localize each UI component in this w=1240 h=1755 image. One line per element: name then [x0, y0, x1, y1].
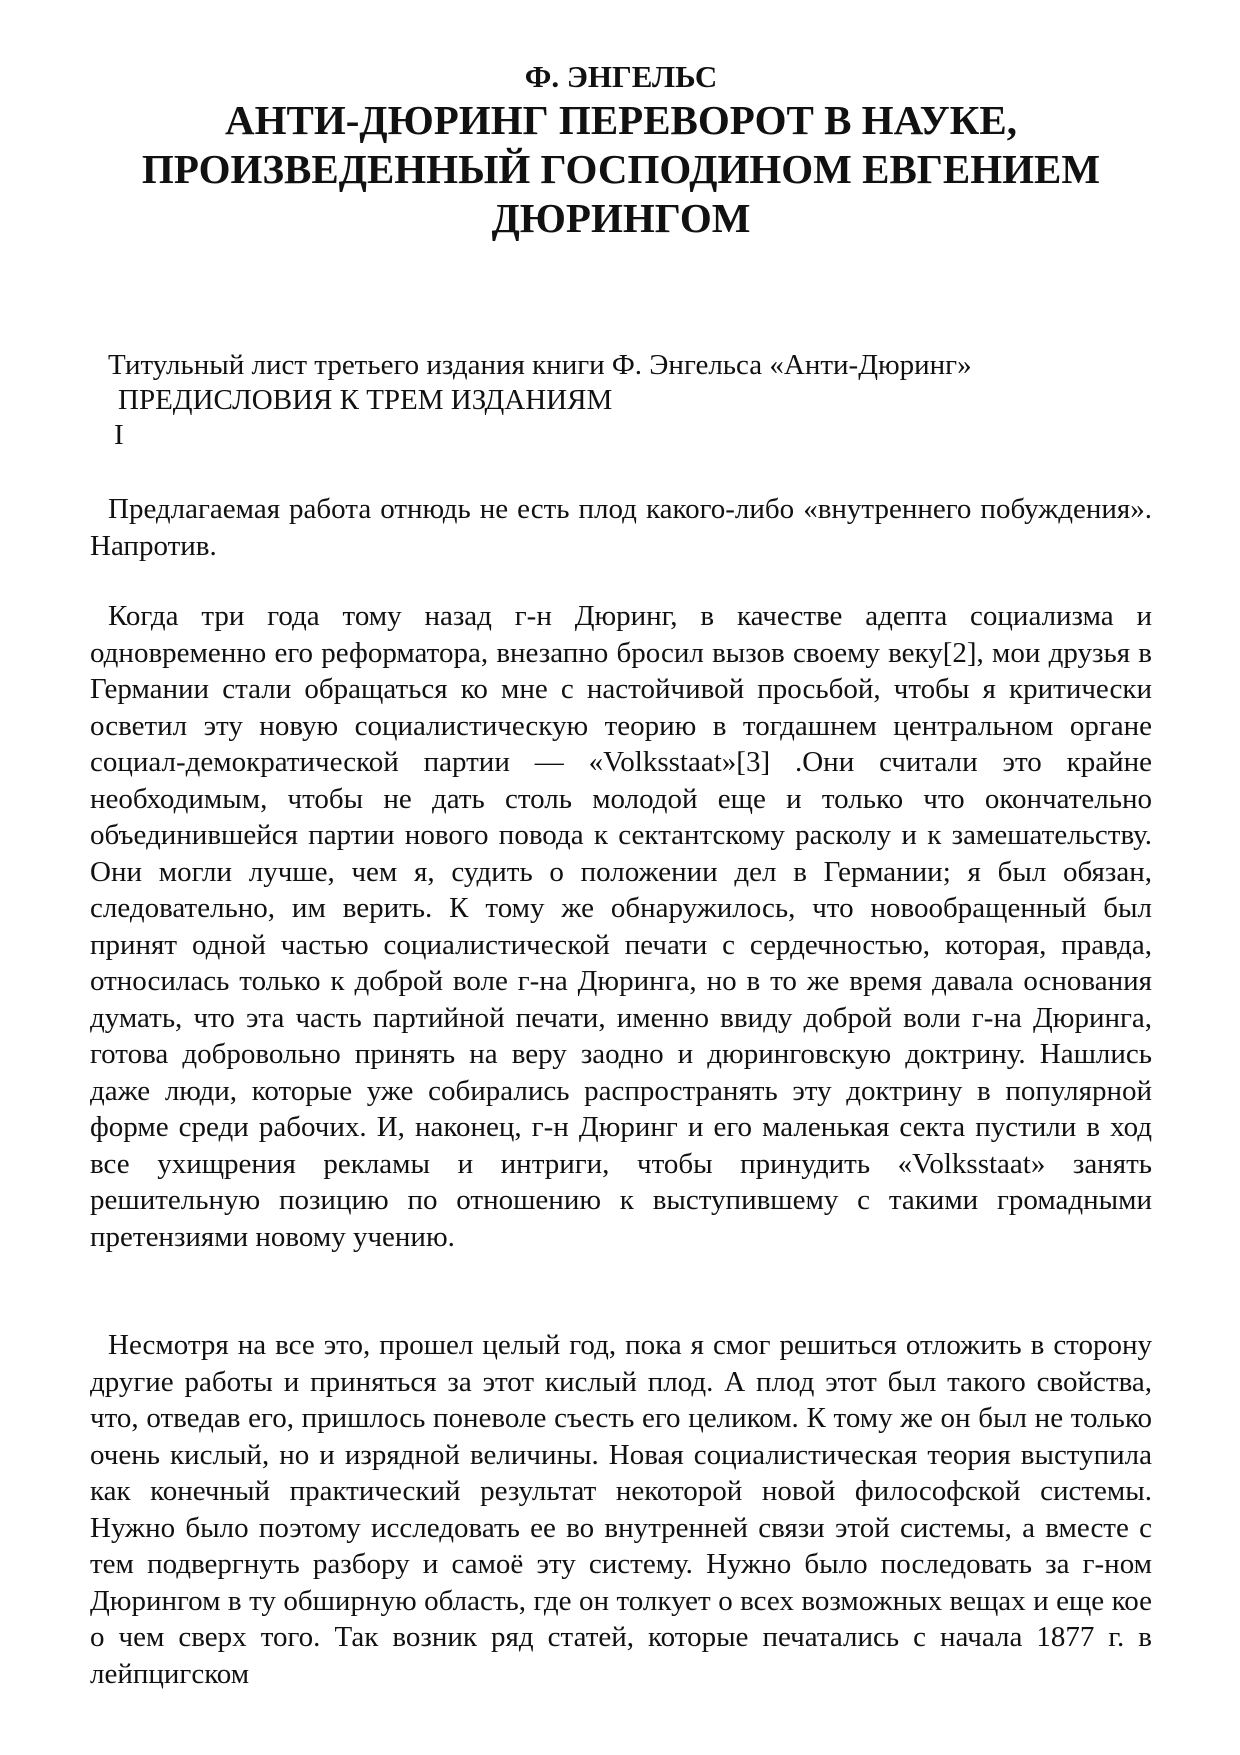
book-title — [90, 96, 1152, 243]
body-paragraph: Когда три года тому назад г-н Дюринг, в качестве адепта социализма и одновременно его реформатора, внезапно бросил вызов своему веку[2], мои друзья в Германии стали обращаться ко мне с настойчивой просьбой, чтобы я критически осветил эту новую социалистическую теорию в тогдашнем центральном органе социал-демократической партии — «Volksstaat»[3] .Они считали это крайне необходимым, чтобы не дать столь молодой еще и только что окончательно объединившейся партии нового повода к сектантскому расколу и к замешательству. Они могли лучше, чем я, судить о положении дел в Германии; я был обязан, следовательно, им верить. К тому же обнаружилось, что новообращенный был принят одной частью социалистической печати с сердечностью, которая, правда, относилась только к доброй воле г-на Дюринга, но в то же время давала основания думать, что эта часть партийной печати, именно ввиду доброй воли г-на Дюринга, готова добровольно принять на веру заодно и дюринговскую доктрину. Нашлись даже люди, которые уже собирались распространять эту доктрину в популярной форме среди рабочих. И, наконец, г-н Дюринг и его маленькая секта пустили в ход все ухищрения рекламы и интриги, чтобы принудить «Volksstaat» занять решительную позицию по отношению к выступившему с такими громадными претензиями новому учению. — [90, 600, 1152, 1253]
section-title: ПРЕДИСЛОВИЯ К ТРЕМ ИЗДАНИЯМ — [118, 384, 613, 416]
body-paragraph: Несмотря на все это, прошел целый год, пока я смог решиться отложить в сторону другие работы и приняться за этот кислый плод. А плод этот был такого свойства, что, отведав его, пришлось поневоле съесть его целиком. К тому же он был не только очень кислый, но и изрядной величины. Новая социалистическая теория выступила как конечный практический результат некоторой новой философской системы. Нужно было поэтому исследовать ее во внутренней связи этой системы, а вместе с тем подвергнуть разбору и самоё эту систему. Нужно было последовать за г-ном Дюрингом в ту обширную область, где он толкует о всех возможных вещах и еще кое о чем сверх того. Так возник ряд статей, которые печатались с начала 1877 г. в лейпцигском — [90, 1329, 1152, 1690]
book-title-line: АНТИ-ДЮРИНГ ПЕРЕВОРОТ В НАУКЕ, — [225, 97, 1017, 143]
book-title-line: ДЮРИНГОМ — [491, 195, 751, 241]
author-name: Ф. ЭНГЕЛЬС — [524, 59, 718, 94]
title-page-caption: Титульный лист третьего издания книги Ф. Энгельса «Анти-Дюринг» — [108, 349, 972, 381]
body-paragraph: Предлагаемая работа отнюдь не есть плод какого-либо «внутреннего побуждения». Напротив. — [90, 493, 1152, 562]
book-title-line: ПРОИЗВЕДЕННЫЙ ГОСПОДИНОМ ЕВГЕНИЕМ — [141, 146, 1101, 192]
section-number: I — [114, 419, 124, 451]
